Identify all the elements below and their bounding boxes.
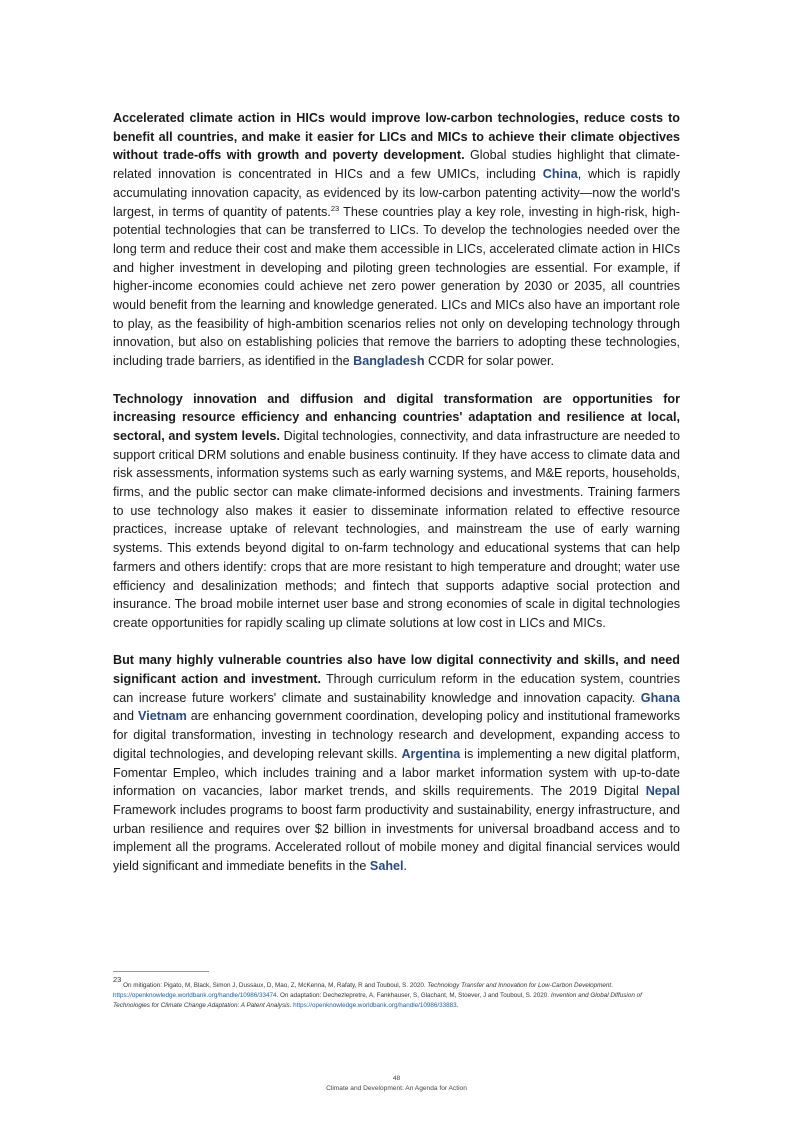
- paragraph-2: [113, 390, 680, 633]
- footnote-23: [113, 975, 680, 1012]
- text-run: Global studies highlight that climate-related innovation is concentrated in HICs and a few UMICs, including: [113, 148, 680, 182]
- footnote-divider: [113, 971, 209, 972]
- body-text: [113, 109, 680, 894]
- citation-title: Invention and Global Diffusion of Technologies for Climate Change Adaptation: A Patent Analysis: [113, 992, 642, 1010]
- country-name: Vietnam: [138, 709, 187, 724]
- text-run: . On adaptation: Dechezlepretre, A, Fankhauser, S, Glachant, M, Stoever, J and Touboul, S. 2020.: [276, 992, 551, 1000]
- publication-title: Climate and Development: An Agenda for Action: [326, 1085, 467, 1092]
- citation-link[interactable]: https://openknowledge.worldbank.org/handle/10986/33474: [113, 992, 277, 1000]
- paragraph-lead: Accelerated climate action in HICs would improve low-carbon technologies, reduce costs to benefit all countries, and make it easier for LICs and MICs to achieve their climate objectives without trade-offs with growth and poverty development.: [113, 111, 680, 163]
- citation-link[interactable]: https://openknowledge.worldbank.org/handle/10986/33883: [293, 1002, 457, 1010]
- paragraph-lead: But many highly vulnerable countries also have low digital connectivity and skills, and need significant action and investment.: [113, 653, 680, 687]
- country-name: China: [542, 167, 578, 182]
- text-run: and: [113, 709, 139, 724]
- paragraph-1: [113, 109, 680, 371]
- country-name: Argentina: [401, 746, 461, 761]
- country-name: Nepal: [645, 784, 680, 799]
- text-run: .: [456, 1002, 459, 1010]
- text-run: Digital technologies, connectivity, and data infrastructure are needed to support critical DRM solutions and enable business continuity. If they have access to climate data and risk assessments, information systems such as early warning systems, and M&E reports, households, firms, and the public sector can make climate-informed decisions and investments. Training farmers to use technology also makes it easier to disseminate information related to effective resource practices, increase uptake of relevant technologies, and mainstream the use of early warning systems. This extends beyond digital to on-farm technology and educational systems that can help farmers and others identify: crops that are more resistant to high temperature and drought; water use efficiency and desalinization methods; and fintech that supports adaptive social protection and insurance. The broad mobile internet user base and strong economies of scale in digital technologies create opportunities for rapidly scaling up climate solutions at low cost in LICs and MICs.: [113, 428, 681, 630]
- footnote-number: 23: [113, 975, 122, 984]
- text-run: CCDR for solar power.: [424, 354, 554, 369]
- country-name: Bangladesh: [353, 354, 425, 369]
- paragraph-lead: Technology innovation and diffusion and digital transformation are opportunities for increasing resource efficiency and enhancing countries' adaptation and resilience at local, sectoral, and system levels.: [113, 391, 680, 443]
- paragraph-3: [113, 651, 680, 875]
- footnote-ref: 23: [330, 203, 340, 213]
- text-run: is implementing a new digital platform, Fomentar Empleo, which includes training and a labor market information system with up-to-date information on vacancies, labor market trends, and skills requirements. The 2019 Digital: [113, 746, 680, 799]
- text-run: .: [611, 982, 613, 989]
- page-footer: [0, 1074, 793, 1094]
- text-run: are enhancing government coordination, developing policy and institutional frameworks for digital transformation, investing in technology research and development, expanding access to digital technologies, and developing relevant skills.: [113, 709, 681, 761]
- country-name: Sahel: [369, 859, 404, 874]
- footnote-text: [113, 982, 642, 1009]
- text-run: , which is rapidly accumulating innovation capacity, as evidenced by its low-carbon patenting activity—now the world's largest, in terms of quantity of patents.: [113, 167, 680, 219]
- country-name: Ghana: [640, 690, 680, 705]
- text-run: .: [289, 1002, 294, 1010]
- citation-title: Technology Transfer and Innovation for Low-Carbon Development: [427, 982, 612, 989]
- text-run: On mitigation: Pigato, M, Black, Simon J, Dussaux, D, Mao, Z, McKenna, M, Rafaty, R and Touboul, S. 2020.: [121, 982, 428, 989]
- text-run: .: [403, 859, 408, 874]
- text-run: Framework includes programs to boost farm productivity and sustainability, energy infrastructure, and urban resilience and requires over $2 billion in investments for universal broadband access and to implement all the programs. Accelerated rollout of mobile money and digital financial services would yield significant and immediate benefits in the: [113, 802, 680, 874]
- text-run: These countries play a key role, investing in high-risk, high-potential technologies that can be transferred to LICs. To develop the technologies needed over the long term and reduce their cost and make them accessible in LICs, accelerated climate action in HICs and higher investment in developing and piloting green technologies are essential. For example, if higher-income economies could achieve net zero power generation by 2030 or 2035, all countries would benefit from the learning and knowledge generated. LICs and MICs also have an important role to play, as the feasibility of high-ambition scenarios relies not only on developing technology through innovation, but also on establishing policies that remove the barriers to adopting these technologies, including trade barriers, as identified in the: [113, 204, 680, 369]
- page-number: 48: [392, 1075, 401, 1082]
- text-run: Through curriculum reform in the education system, countries can increase future workers' climate and sustainability knowledge and innovation capacity.: [113, 672, 680, 705]
